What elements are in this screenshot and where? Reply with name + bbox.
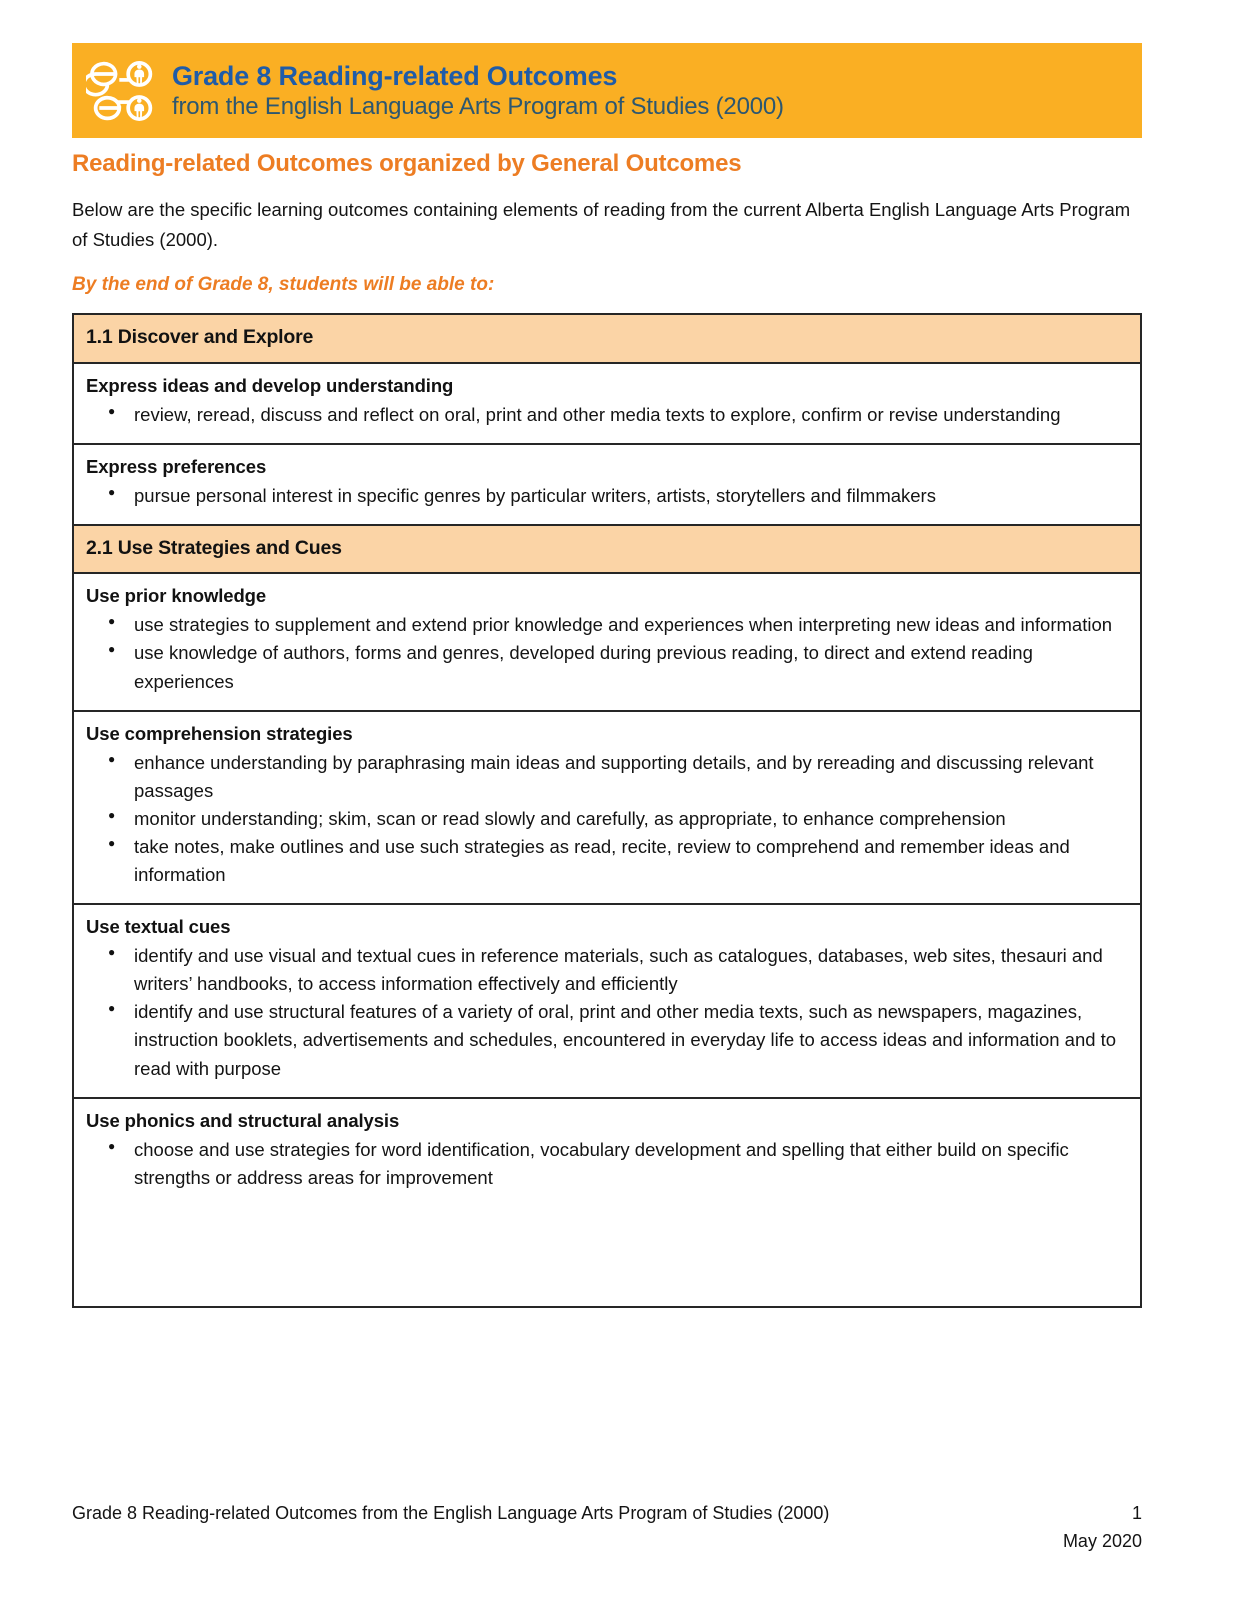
outcome-bullet-list bbox=[86, 611, 1128, 695]
outcome-title: Use prior knowledge bbox=[86, 585, 267, 607]
list-item: ● use knowledge of authors, forms and genres, developed during previous reading, to direct and extend reading experiences bbox=[86, 639, 1128, 695]
outcome-title: Express ideas and develop understanding bbox=[86, 374, 454, 396]
list-item: ● monitor understanding; skim, scan or read slowly and carefully, as appropriate, to enhance comprehension bbox=[86, 805, 1128, 833]
list-item: ● identify and use visual and textual cues in reference materials, such as catalogues, databases, web sites, thesauri and writers’ handbooks, to access information effectively and efficiently bbox=[86, 942, 1128, 998]
general-outcome-label: 1.1 Discover and Explore bbox=[86, 326, 314, 349]
outcome-row bbox=[74, 445, 1140, 526]
outcome-title: Express preferences bbox=[86, 455, 267, 477]
outcome-title: Use phonics and structural analysis bbox=[86, 1109, 400, 1131]
outcome-bullet-list bbox=[86, 1136, 1128, 1192]
list-item: ● review, reread, discuss and reflect on oral, print and other media texts to explore, confirm or revise understanding bbox=[86, 401, 1128, 429]
outcome-title: Use textual cues bbox=[86, 916, 231, 938]
list-item: ● identify and use structural features of a variety of oral, print and other media texts, such as newspapers, magazines, instruction booklets, advertisements and schedules, encountered in everyday life to access ideas and information and to read with purpose bbox=[86, 998, 1128, 1082]
outcome-row bbox=[74, 1099, 1140, 1306]
outcome-bullet-list bbox=[86, 401, 1128, 429]
outcome-row bbox=[74, 364, 1140, 445]
header-text-block bbox=[172, 62, 784, 120]
page-footer bbox=[72, 1500, 1142, 1556]
document-body bbox=[72, 150, 1142, 1308]
general-outcome-label: 2.1 Use Strategies and Cues bbox=[86, 536, 342, 559]
footer-date: May 2020 bbox=[1062, 1530, 1142, 1551]
outcome-row bbox=[74, 712, 1140, 906]
lead-in-text: By the end of Grade 8, students will be able to: bbox=[72, 273, 495, 295]
document-header-band bbox=[72, 43, 1142, 138]
arpdc-infinity-people-logo-icon bbox=[86, 53, 160, 129]
outcome-bullet-list bbox=[86, 942, 1128, 1083]
list-item: ● choose and use strategies for word identification, vocabulary development and spelling that either build on specific strengths or address areas for improvement bbox=[86, 1136, 1128, 1192]
general-outcome-header-row bbox=[74, 315, 1140, 363]
footer-document-title: Grade 8 Reading-related Outcomes from the English Language Arts Program of Studies (2000) bbox=[72, 1503, 830, 1523]
list-item: ● enhance understanding by paraphrasing main ideas and supporting details, and by rereading and discussing relevant passages bbox=[86, 749, 1128, 805]
page-subtitle: from the English Language Arts Program of Studies (2000) bbox=[172, 93, 784, 121]
outcome-bullet-list bbox=[86, 482, 1128, 510]
list-item: ● pursue personal interest in specific genres by particular writers, artists, storytellers and filmmakers bbox=[86, 482, 1128, 510]
outcomes-table bbox=[72, 313, 1142, 1307]
outcome-row bbox=[74, 574, 1140, 711]
outcome-row bbox=[74, 905, 1140, 1099]
intro-paragraph: Below are the specific learning outcomes containing elements of reading from the current Alberta English Language Arts Program of Studies (2000). bbox=[72, 198, 1131, 250]
list-item: ● use strategies to supplement and extend prior knowledge and experiences when interpreting new ideas and information bbox=[86, 611, 1128, 639]
section-heading: Reading-related Outcomes organized by General Outcomes bbox=[72, 150, 742, 177]
general-outcome-header-row bbox=[74, 526, 1140, 574]
outcome-bullet-list bbox=[86, 749, 1128, 890]
outcome-title: Use comprehension strategies bbox=[86, 722, 353, 744]
empty-cell-space bbox=[86, 1192, 1128, 1292]
page-title: Grade 8 Reading-related Outcomes bbox=[172, 60, 618, 91]
list-item: ● take notes, make outlines and use such strategies as read, recite, review to comprehend and remember ideas and information bbox=[86, 833, 1128, 889]
footer-page-number: 1 bbox=[1131, 1503, 1142, 1523]
